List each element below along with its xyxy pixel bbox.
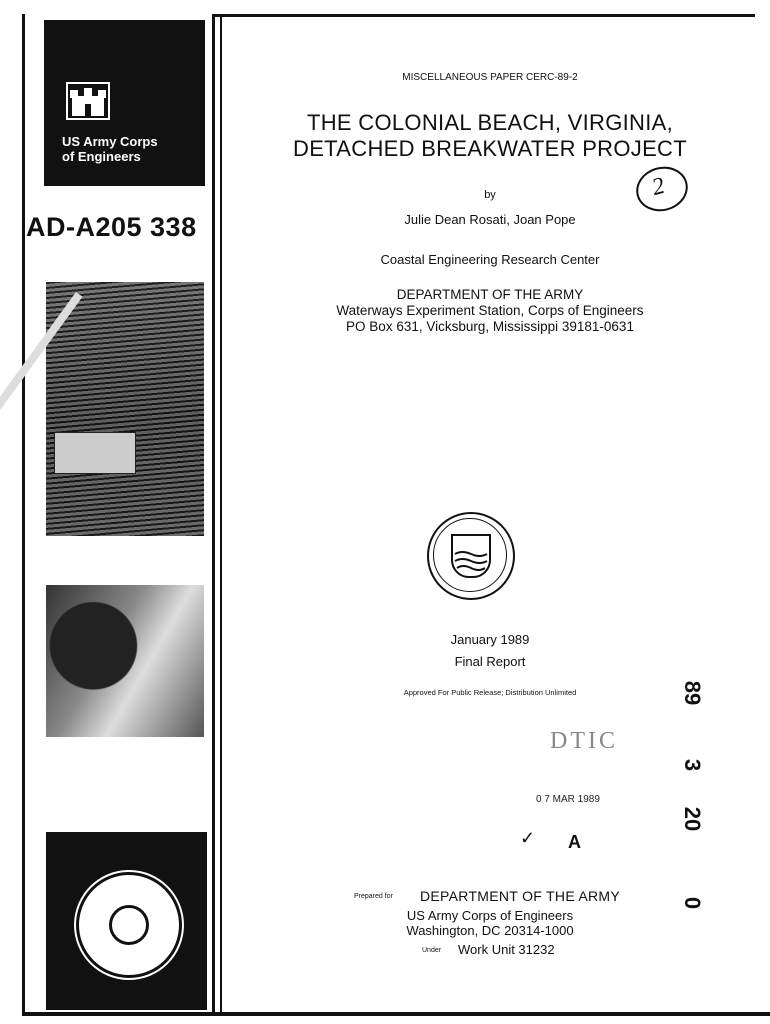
dept-line-3: PO Box 631, Vicksburg, Mississippi 39181-0631 <box>346 319 634 334</box>
report-type: Final Report <box>454 654 526 669</box>
logo-line-1: US Army Corps <box>62 134 158 149</box>
castle-icon <box>66 82 110 120</box>
performing-organization <box>230 287 750 335</box>
side-number-1: 89 <box>680 680 706 706</box>
sponsor-address <box>230 908 750 938</box>
bottom-border-rule <box>22 1012 770 1016</box>
ad-number: AD-A205 338 <box>26 212 197 242</box>
dept-line-1: DEPARTMENT OF THE ARMY <box>396 287 584 302</box>
left-border-rule <box>22 14 25 1016</box>
stamp-check-mark: ✓ <box>520 828 536 848</box>
seal-shield <box>451 534 491 578</box>
cerc-seal-block <box>46 832 207 1010</box>
aerial-beach-photo <box>46 585 204 737</box>
work-unit: Work Unit 31232 <box>458 942 555 957</box>
title-line-1: THE COLONIAL BEACH, VIRGINIA, <box>306 110 674 135</box>
under-label: Under <box>422 947 442 954</box>
cerc-seal-center <box>109 905 149 945</box>
title-line-2: DETACHED BREAKWATER PROJECT <box>293 136 687 161</box>
sponsor-line-2: Washington, DC 20314-1000 <box>406 923 574 938</box>
logo-line-2: of Engineers <box>62 149 141 164</box>
side-number-3: 20 <box>680 806 706 832</box>
distribution-statement: Approved For Public Release; Distribution Unlimited <box>403 688 577 697</box>
report-title <box>230 110 750 162</box>
top-border-rule <box>215 14 755 17</box>
waterways-experiment-station-seal-icon <box>427 512 515 600</box>
sidebar-divider-rule <box>212 14 215 1016</box>
authors: Julie Dean Rosati, Joan Pope <box>404 212 576 227</box>
corps-logo-text <box>62 134 158 164</box>
prepared-for-label: Prepared for <box>354 893 393 900</box>
dtic-stamp-logo: DTIC <box>550 728 618 754</box>
sponsor-agency: DEPARTMENT OF THE ARMY <box>420 888 621 904</box>
by-label: by <box>484 189 496 201</box>
series-number: MISCELLANEOUS PAPER CERC-89-2 <box>402 72 578 83</box>
dtic-stamp <box>498 728 658 828</box>
side-number-4: 0 <box>680 896 706 910</box>
handwritten-number: 2 <box>649 172 668 201</box>
sidebar-divider-rule-2 <box>220 14 222 1016</box>
side-number-2: 3 <box>680 758 706 772</box>
sponsor-line-1: US Army Corps of Engineers <box>406 908 574 923</box>
stamp-letter: A <box>568 832 581 852</box>
research-center: Coastal Engineering Research Center <box>380 252 600 267</box>
report-date: January 1989 <box>450 632 530 647</box>
pier-shape <box>0 292 82 450</box>
corps-logo-block <box>44 20 205 186</box>
cerc-seal-icon <box>76 872 182 978</box>
stamp-date: 0 7 MAR 1989 <box>536 794 600 805</box>
pier-photo <box>46 282 204 536</box>
pavilion-shape <box>54 432 136 474</box>
dept-line-2: Waterways Experiment Station, Corps of Engineers <box>336 303 644 318</box>
